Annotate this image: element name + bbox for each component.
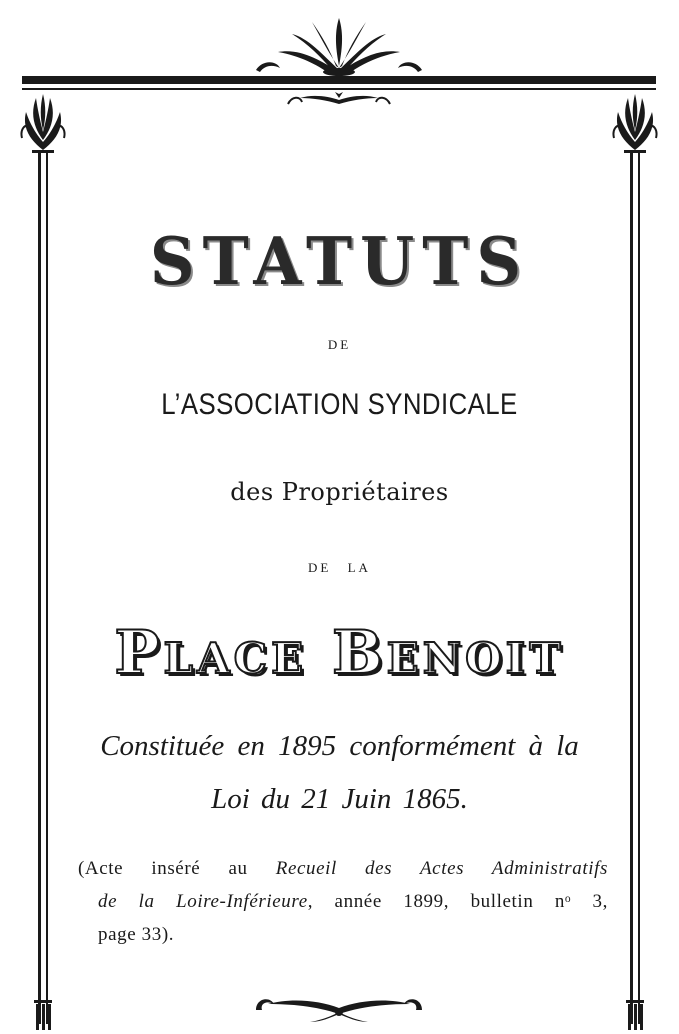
document-title: STATUTS [149,223,530,300]
acte-line-1-b: Recueil des Actes Administratifs [275,858,608,879]
leaf-ornament-right [613,94,656,150]
title-connector-de-la: DE LA [308,560,371,575]
constitution-line-1: Constituée en 1895 conformément à la [100,730,579,762]
acte-note [78,852,608,951]
acte-line-2-b: , année 1899, bulletin nᵒ 3, [307,891,608,912]
top-rule-thick [22,76,656,84]
top-rule-thin [22,88,656,90]
acte-line-2-a: de la Loire-Inférieure [98,891,308,912]
place-name-heading: Place Benoit [114,618,565,688]
constitution-line-2: Loi du 21 Juin 1865. [211,783,468,815]
scroll-ornament [256,999,422,1022]
acte-line-1 [78,852,608,885]
acte-line-1-a: (Acte inséré au [78,858,276,879]
proprietaires-heading: des Propriétaires [230,478,449,506]
leaf-ornament-left [21,94,64,150]
title-connector-de: DE [327,337,352,352]
association-heading: L’ASSOCIATION SYNDICALE [161,388,518,421]
acte-line-3: page 33). [98,924,175,945]
palmette-ornament [256,18,422,76]
acte-line-2 [78,885,608,918]
small-ornament-top [288,92,390,104]
